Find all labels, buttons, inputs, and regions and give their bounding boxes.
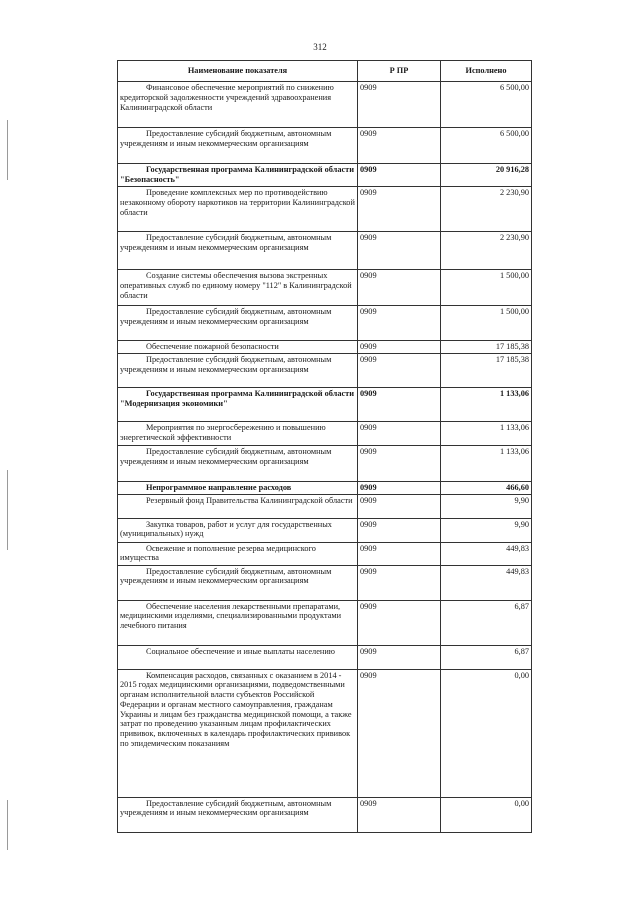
table-row	[118, 645, 532, 669]
row-name-cell: Предоставление субсидий бюджетным, автономным учреждениям и иным некоммерческим организациям	[118, 128, 358, 164]
row-name-cell: Предоставление субсидий бюджетным, автономным учреждениям и иным некоммерческим организациям	[118, 232, 358, 270]
row-name-cell: Предоставление субсидий бюджетным, автономным учреждениям и иным некоммерческим организациям	[118, 306, 358, 341]
row-code-cell: 0909	[358, 353, 441, 387]
row-amount-cell: 1 500,00	[441, 306, 532, 341]
table-row	[118, 518, 532, 542]
report-table	[117, 60, 532, 833]
row-code-cell: 0909	[358, 82, 441, 128]
row-code-cell: 0909	[358, 645, 441, 669]
scan-edge-line	[7, 120, 8, 180]
row-amount-cell: 0,00	[441, 669, 532, 797]
table-row	[118, 128, 532, 164]
row-code-cell: 0909	[358, 232, 441, 270]
row-name-cell: Компенсация расходов, связанных с оказанием в 2014 - 2015 годах медицинскими организациями, подведомственными органам исполнительной власти субъектов Российской Федерации и органам местного самоуправления, гражданам Украины и лицам без гражданства медицинской помощи, а также затрат по проведению указанным лицам профилактических прививок, включенных в календарь профилактических прививок по эпидемическим показаниям	[118, 669, 358, 797]
row-amount-cell: 17 185,38	[441, 353, 532, 387]
table-row	[118, 421, 532, 445]
row-name-cell: Предоставление субсидий бюджетным, автономным учреждениям и иным некоммерческим организациям	[118, 565, 358, 600]
row-amount-cell: 1 133,06	[441, 445, 532, 481]
row-name-cell: Проведение комплексных мер по противодействию незаконному обороту наркотиков на территории Калининградской области	[118, 187, 358, 232]
row-code-cell: 0909	[358, 797, 441, 832]
table-row	[118, 353, 532, 387]
row-code-cell: 0909	[358, 128, 441, 164]
table-row	[118, 306, 532, 341]
row-code-cell: 0909	[358, 518, 441, 542]
table-row	[118, 341, 532, 354]
row-code-cell: 0909	[358, 164, 441, 187]
scan-edge-line	[7, 470, 8, 550]
table-row	[118, 82, 532, 128]
row-code-cell: 0909	[358, 387, 441, 421]
row-code-cell: 0909	[358, 187, 441, 232]
row-code-cell: 0909	[358, 565, 441, 600]
row-amount-cell: 2 230,90	[441, 232, 532, 270]
row-name-cell: Непрограммное направление расходов	[118, 481, 358, 494]
row-code-cell: 0909	[358, 600, 441, 645]
table-row	[118, 600, 532, 645]
row-code-cell: 0909	[358, 542, 441, 565]
row-name-cell: Мероприятия по энергосбережению и повышению энергетической эффективности	[118, 421, 358, 445]
table-row	[118, 445, 532, 481]
row-name-cell: Предоставление субсидий бюджетным, автономным учреждениям и иным некоммерческим организациям	[118, 797, 358, 832]
row-code-cell: 0909	[358, 421, 441, 445]
row-amount-cell: 449,83	[441, 565, 532, 600]
row-amount-cell: 9,90	[441, 494, 532, 518]
table-row	[118, 481, 532, 494]
row-name-cell: Обеспечение населения лекарственными препаратами, медицинскими изделиями, специализированными продуктами лечебного питания	[118, 600, 358, 645]
row-code-cell: 0909	[358, 445, 441, 481]
row-name-cell: Финансовое обеспечение мероприятий по снижению кредиторской задолженности учреждений здравоохранения Калининградской области	[118, 82, 358, 128]
header-indicator-name: Наименование показателя	[118, 61, 358, 82]
header-section-code: Р ПР	[358, 61, 441, 82]
table-row	[118, 542, 532, 565]
row-amount-cell: 449,83	[441, 542, 532, 565]
table-row	[118, 164, 532, 187]
row-name-cell: Предоставление субсидий бюджетным, автономным учреждениям и иным некоммерческим организациям	[118, 353, 358, 387]
row-code-cell: 0909	[358, 494, 441, 518]
row-amount-cell: 6,87	[441, 600, 532, 645]
row-amount-cell: 6 500,00	[441, 128, 532, 164]
row-code-cell: 0909	[358, 341, 441, 354]
table-row	[118, 232, 532, 270]
table-header-row	[118, 61, 532, 82]
table-row	[118, 270, 532, 306]
table-row	[118, 797, 532, 832]
row-amount-cell: 6 500,00	[441, 82, 532, 128]
header-executed: Исполнено	[441, 61, 532, 82]
row-code-cell: 0909	[358, 306, 441, 341]
row-amount-cell: 1 500,00	[441, 270, 532, 306]
row-amount-cell: 2 230,90	[441, 187, 532, 232]
table-row	[118, 387, 532, 421]
row-name-cell: Освежение и пополнение резерва медицинского имущества	[118, 542, 358, 565]
row-amount-cell: 6,87	[441, 645, 532, 669]
row-name-cell: Создание системы обеспечения вызова экстренных оперативных служб по единому номеру "112" в Калининградской области	[118, 270, 358, 306]
row-amount-cell: 1 133,06	[441, 421, 532, 445]
row-name-cell: Социальное обеспечение и иные выплаты населению	[118, 645, 358, 669]
row-name-cell: Предоставление субсидий бюджетным, автономным учреждениям и иным некоммерческим организациям	[118, 445, 358, 481]
row-amount-cell: 1 133,06	[441, 387, 532, 421]
row-name-cell: Государственная программа Калининградской области "Безопасность"	[118, 164, 358, 187]
page-number: 312	[313, 42, 327, 52]
row-name-cell: Государственная программа Калининградской области "Модернизация экономики"	[118, 387, 358, 421]
row-amount-cell: 0,00	[441, 797, 532, 832]
row-code-cell: 0909	[358, 270, 441, 306]
table-row	[118, 565, 532, 600]
table-row	[118, 494, 532, 518]
row-code-cell: 0909	[358, 669, 441, 797]
row-amount-cell: 20 916,28	[441, 164, 532, 187]
row-amount-cell: 17 185,38	[441, 341, 532, 354]
scan-edge-line	[7, 800, 8, 850]
row-name-cell: Резервный фонд Правительства Калининградской области	[118, 494, 358, 518]
table-row	[118, 187, 532, 232]
row-name-cell: Обеспечение пожарной безопасности	[118, 341, 358, 354]
row-amount-cell: 466,60	[441, 481, 532, 494]
row-name-cell: Закупка товаров, работ и услуг для государственных (муниципальных) нужд	[118, 518, 358, 542]
row-code-cell: 0909	[358, 481, 441, 494]
table-row	[118, 669, 532, 797]
row-amount-cell: 9,90	[441, 518, 532, 542]
